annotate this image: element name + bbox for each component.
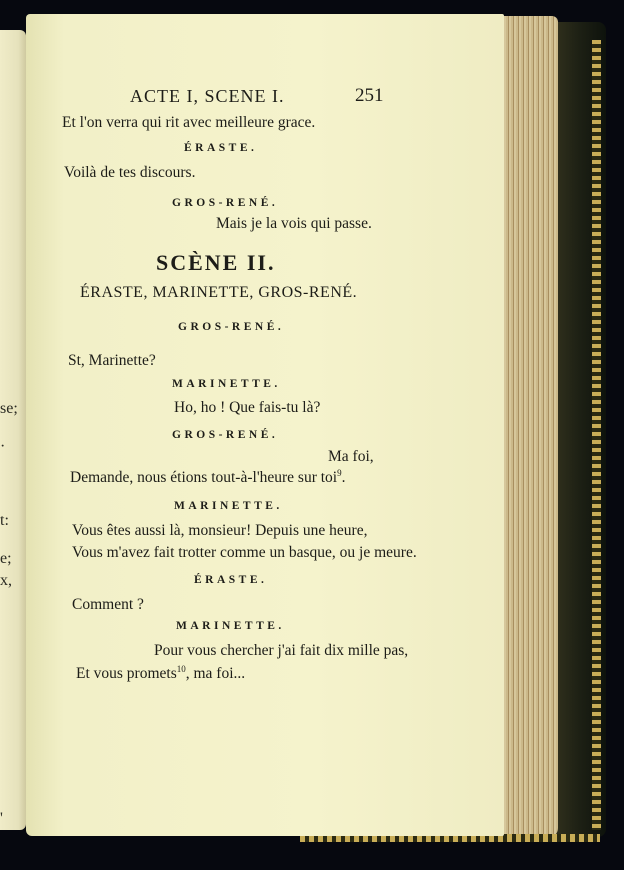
note-reference: 10 (176, 664, 186, 674)
verse-line: Mais je la vois qui passe. (216, 215, 372, 232)
cast-list: ÉRASTE, MARINETTE, GROS-RENÉ. (80, 284, 358, 301)
verse-line: Voilà de tes discours. (64, 164, 196, 181)
verse-line: Vous êtes aussi là, monsieur! Depuis une heure, (72, 522, 368, 539)
verse-punctuation: . (341, 469, 346, 487)
speaker-label: GROS-RENÉ. (172, 197, 279, 209)
running-head: ACTE I, SCENE I. (130, 86, 285, 106)
speaker-label: MARINETTE. (176, 620, 285, 632)
verse-line: Et l'on verra qui rit avec meilleure grace. (62, 114, 316, 131)
scene-heading: SCÈNE II. (156, 250, 276, 275)
facing-page-fragment: ' (0, 810, 3, 827)
facing-page-fragment: · (0, 438, 6, 455)
speaker-label: GROS-RENÉ. (178, 321, 285, 333)
verse-text: Et vous promets (76, 665, 177, 683)
page-number: 251 (355, 85, 384, 106)
verse-line: Vous m'avez fait trotter comme un basque, ou je meure. (72, 544, 417, 561)
speaker-label: MARINETTE. (172, 378, 281, 390)
note-reference: 9 (337, 468, 342, 478)
verse-line (76, 664, 245, 683)
verse-line: Ho, ho ! Que fais-tu là? (174, 399, 321, 416)
facing-page-fragment: t: (0, 512, 9, 529)
speaker-label: ÉRASTE. (184, 142, 258, 154)
speaker-label: ÉRASTE. (194, 574, 268, 586)
facing-page-fragment: se; (0, 400, 18, 417)
facing-page-edge (0, 30, 26, 830)
facing-page-fragment: e; (0, 550, 12, 567)
gilt-cover-border (592, 40, 601, 830)
verse-line: Pour vous chercher j'ai fait dix mille pas, (154, 642, 409, 659)
speaker-label: GROS-RENÉ. (172, 429, 279, 441)
verse-text: Demande, nous étions tout-à-l'heure sur toi (70, 469, 338, 487)
speaker-label: MARINETTE. (174, 500, 283, 512)
verse-line: Comment ? (72, 596, 144, 613)
verse-text: , ma foi... (185, 665, 246, 683)
verse-line (70, 468, 345, 487)
page-stack-edge (496, 16, 558, 838)
verse-line: Ma foi, (328, 448, 374, 465)
verse-line: St, Marinette? (68, 352, 156, 369)
facing-page-fragment: x, (0, 572, 12, 589)
book-page (26, 14, 504, 836)
